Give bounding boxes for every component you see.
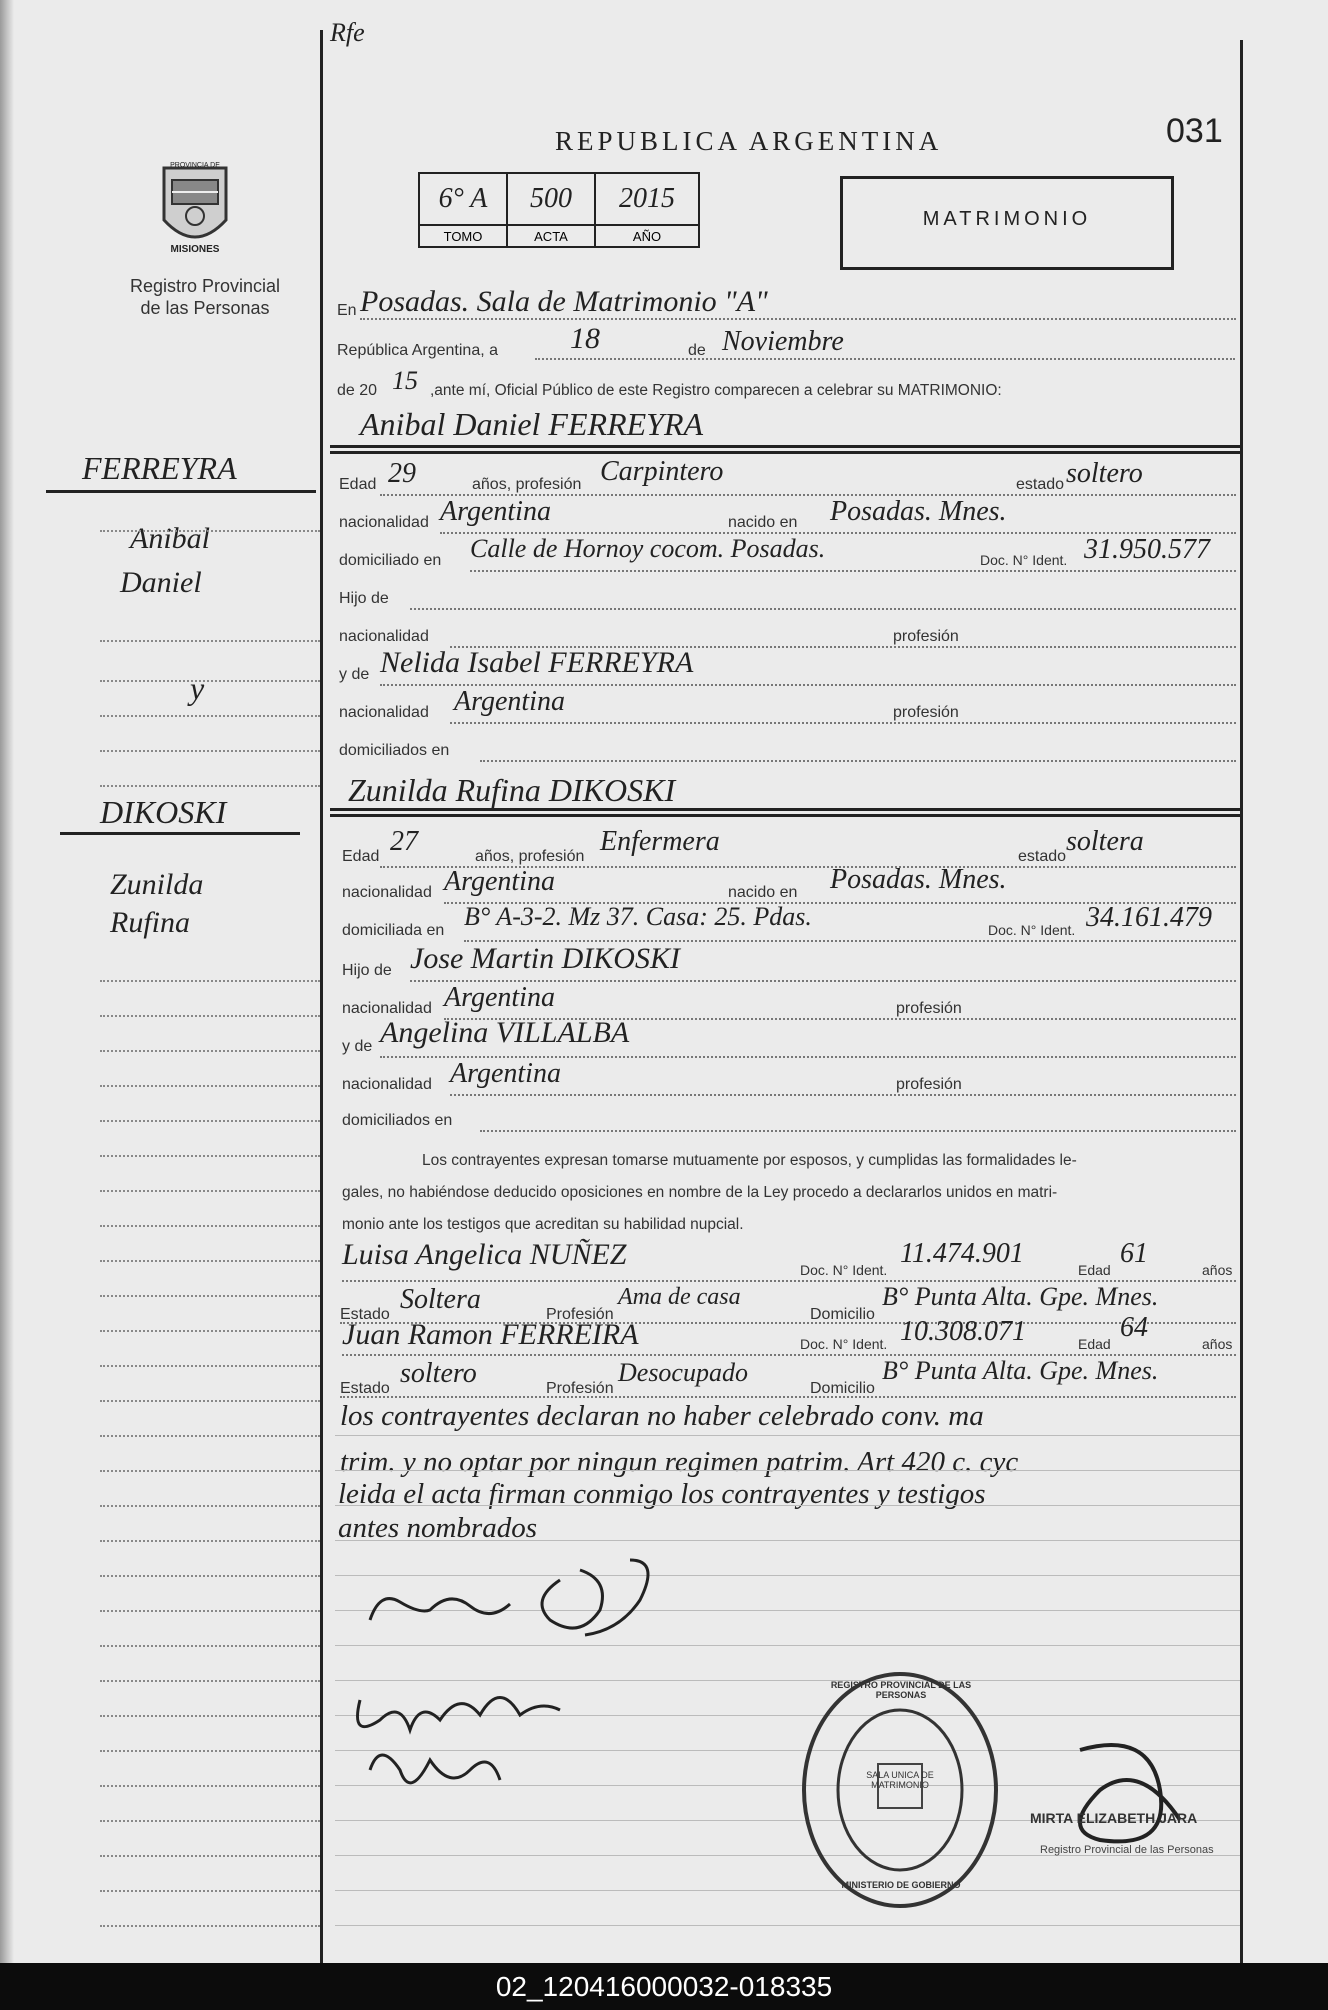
groom-nationality: Argentina (440, 496, 551, 527)
margin-dotline (100, 1610, 320, 1612)
dotline (535, 358, 1235, 360)
declaration-line-3: monio ante los testigos que acreditan su habilidad nupcial. (342, 1216, 744, 1233)
witness2-name: Juan Ramon FERREIRA (342, 1318, 639, 1351)
margin-dotline (100, 1540, 320, 1542)
margin-given-1a: Anibal (130, 522, 210, 555)
witness2-dom-label: Domicilio (810, 1380, 875, 1397)
year-suffix: 15 (392, 366, 418, 395)
margin-dotline (100, 1260, 320, 1262)
ruled-line (335, 1890, 1240, 1891)
dotline (360, 318, 1236, 320)
margin-divider (320, 30, 323, 1963)
notes-line-3: leida el acta firman conmigo los contrayentes y testigos (338, 1478, 986, 1510)
bride-address: B° A-3-2. Mz 37. Casa: 25. Pdas. (464, 902, 812, 931)
margin-dotline (100, 1085, 320, 1087)
province-seal (156, 158, 234, 258)
page-number: 031 (1166, 112, 1223, 150)
witness1-status: Soltera (400, 1284, 481, 1315)
groom-fprof-label: profesión (893, 628, 959, 645)
margin-dotline (100, 1855, 320, 1857)
groom-dom-label: domiciliado en (339, 552, 442, 569)
hrule (330, 445, 1240, 448)
margin-dotline (100, 1400, 320, 1402)
groom-nac-label: nacionalidad (339, 514, 429, 531)
seal-text-bottom: MISIONES (170, 244, 220, 255)
bride-mother-nationality: Argentina (450, 1058, 561, 1089)
top-initials: Rfe (330, 18, 365, 47)
bride-nacido-label: nacido en (728, 884, 798, 901)
groom-name: Anibal Daniel FERREYRA (360, 406, 704, 442)
act-type-label: MATRIMONIO (922, 208, 1092, 230)
dotline (410, 608, 1236, 610)
ruled-line (335, 1925, 1240, 1926)
bride-status: soltera (1066, 826, 1144, 857)
witness1-prof-label: Profesión (546, 1306, 614, 1323)
margin-rule (46, 490, 316, 493)
anio-value: 2015 (595, 173, 699, 225)
groom-doc-label: Doc. N° Ident. (980, 552, 1068, 568)
official-seal-bottom-text: MINISTERIO DE GOBIERNO (841, 1880, 961, 1890)
official-seal (800, 1670, 1000, 1910)
groom-profesion-label: años, profesión (472, 476, 582, 493)
groom-address: Calle de Hornoy cocom. Posadas. (470, 534, 826, 563)
margin-dotline (100, 1120, 320, 1122)
acta-value: 500 (507, 173, 595, 225)
bride-dom-label: domiciliada en (342, 922, 445, 939)
bride-birthplace: Posadas. Mnes. (830, 864, 1007, 895)
witness1-doc: 11.474.901 (900, 1238, 1024, 1269)
margin-dotline (100, 1225, 320, 1227)
bride-doc: 34.161.479 (1086, 902, 1212, 933)
right-border (1240, 40, 1243, 1963)
ruled-line (335, 1505, 1240, 1506)
margin-surname-1: FERREYRA (82, 450, 237, 486)
margin-conjunction: y (190, 670, 205, 706)
tomo-value: 6° A (419, 173, 507, 225)
witness2-prof-label: Profesión (546, 1380, 614, 1397)
bride-father: Jose Martin DIKOSKI (410, 942, 680, 975)
notes-line-4: antes nombrados (338, 1512, 537, 1544)
bride-nac-label: nacionalidad (342, 884, 432, 901)
margin-given-2b: Rufina (110, 906, 190, 939)
seal-text-top: PROVINCIA DE (170, 162, 220, 169)
officer-title: Registro Provincial de las Personas (1040, 1844, 1214, 1856)
bride-hijo-label: Hijo de (342, 962, 392, 979)
year-prefix: de 20 (337, 382, 378, 399)
groom-mother-nationality: Argentina (454, 686, 565, 717)
ruled-line (335, 1435, 1240, 1436)
country-title: REPUBLICA ARGENTINA (555, 126, 943, 156)
dotline (340, 1396, 1236, 1398)
bride-estado-label: estado (1018, 848, 1067, 865)
margin-dotline (100, 1505, 320, 1507)
witness2-anios-label: años (1202, 1336, 1233, 1352)
groom-profession: Carpintero (600, 456, 724, 487)
margin-dotline (100, 1890, 320, 1892)
declaration-line-2: gales, no habiéndose deducido oposiciones en nombre de la Ley procedo a declararlos unidos en matri- (342, 1184, 1058, 1201)
witness2-doc-label: Doc. N° Ident. (800, 1336, 888, 1352)
en-label: En (337, 302, 357, 319)
margin-dotline (100, 680, 320, 682)
witness1-doc-label: Doc. N° Ident. (800, 1262, 888, 1278)
witness1-estado-label: Estado (340, 1306, 390, 1323)
hrule (330, 808, 1240, 811)
bride-profession: Enfermera (600, 826, 720, 857)
margin-dotline (100, 1820, 320, 1822)
dotline (470, 570, 1236, 572)
registry-label-1: Registro Provincial (129, 276, 281, 296)
groom-fnac-label: nacionalidad (339, 628, 429, 645)
groom-edad-label: Edad (339, 476, 377, 493)
groom-mnac-label: nacionalidad (339, 704, 429, 721)
bride-mprof-label: profesión (896, 1076, 962, 1093)
bride-mother: Angelina VILLALBA (380, 1016, 630, 1049)
signature-witness (340, 1660, 680, 1845)
bride-nationality: Argentina (444, 866, 555, 897)
margin-dotline (100, 1715, 320, 1717)
bride-name: Zunilda Rufina DIKOSKI (348, 772, 676, 808)
margin-dotline (100, 1925, 320, 1927)
margin-dotline (100, 980, 320, 982)
margin-dotline (100, 715, 320, 717)
margin-dotline (100, 1750, 320, 1752)
intro-text: ,ante mí, Oficial Público de este Registro comparecen a celebrar su MATRIMONIO: (430, 382, 1002, 399)
dotline (450, 1094, 1236, 1096)
notes-line-1: los contrayentes declaran no haber celebrado conv. ma (340, 1400, 984, 1432)
margin-dotline (100, 1015, 320, 1017)
margin-dotline (100, 1680, 320, 1682)
tomo-label: TOMO (419, 225, 507, 247)
margin-dotline (100, 1645, 320, 1647)
bride-age: 27 (390, 826, 418, 857)
bride-profesion-label: años, profesión (475, 848, 585, 865)
margin-dotline (100, 750, 320, 752)
margin-given-1b: Daniel (120, 566, 202, 599)
margin-dotline (100, 1435, 320, 1437)
groom-yde-label: y de (339, 666, 370, 683)
signature-groom (360, 1540, 680, 1655)
place-value: Posadas. Sala de Matrimonio "A" (360, 285, 768, 318)
republica-label: República Argentina, a (337, 342, 498, 359)
ruled-line (335, 1470, 1240, 1471)
witness2-address: B° Punta Alta. Gpe. Mnes. (882, 1356, 1159, 1385)
declaration-line-1: Los contrayentes expresan tomarse mutuamente por esposos, y cumplidas las formalidades le- (422, 1152, 1077, 1169)
bride-doc-label: Doc. N° Ident. (988, 922, 1076, 938)
margin-dotline (100, 1785, 320, 1787)
page-edge-shadow (0, 0, 14, 1963)
groom-doc: 31.950.577 (1084, 534, 1210, 565)
dotline (480, 1130, 1236, 1132)
margin-dotline (100, 1330, 320, 1332)
margin-dotline (100, 1575, 320, 1577)
witness1-edad-label: Edad (1078, 1262, 1111, 1278)
dotline (450, 722, 1236, 724)
groom-age: 29 (388, 458, 416, 489)
groom-mprof-label: profesión (893, 704, 959, 721)
official-seal-outer-text: REGISTRO PROVINCIAL DE LAS PERSONAS (830, 1680, 972, 1700)
registry-label-2: de las Personas (140, 298, 270, 318)
bride-mnac-label: nacionalidad (342, 1076, 432, 1093)
groom-birthplace: Posadas. Mnes. (830, 496, 1007, 527)
margin-dotline (100, 640, 320, 642)
margin-dotline (100, 785, 320, 787)
tomo-acta-table (418, 172, 700, 248)
witness1-profession: Ama de casa (618, 1284, 741, 1310)
dotline (480, 760, 1236, 762)
witness1-dom-label: Domicilio (810, 1306, 875, 1323)
bride-edad-label: Edad (342, 848, 380, 865)
day-value: 18 (570, 322, 600, 355)
margin-dotline (100, 1190, 320, 1192)
hrule (330, 814, 1240, 817)
bride-doms-label: domiciliados en (342, 1112, 453, 1129)
officer-name: MIRTA ELIZABETH JARA (1030, 1810, 1198, 1826)
witness2-estado-label: Estado (340, 1380, 390, 1397)
witness2-status: soltero (400, 1358, 477, 1389)
groom-status: soltero (1066, 458, 1143, 489)
margin-dotline (100, 530, 320, 532)
margin-dotline (100, 1365, 320, 1367)
groom-estado-label: estado (1016, 476, 1065, 493)
bride-fprof-label: profesión (896, 1000, 962, 1017)
witness1-age: 61 (1120, 1238, 1148, 1269)
bride-father-nationality: Argentina (444, 982, 555, 1013)
witness2-profession: Desocupado (618, 1358, 748, 1387)
groom-hijo-label: Hijo de (339, 590, 389, 607)
witness1-anios-label: años (1202, 1262, 1233, 1278)
acta-label: ACTA (507, 225, 595, 247)
anio-label: AÑO (595, 225, 699, 247)
official-seal-inner-text: SALA UNICA DE MATRIMONIO (866, 1770, 934, 1790)
margin-rule (60, 832, 300, 835)
witness2-edad-label: Edad (1078, 1336, 1111, 1352)
margin-given-2a: Zunilda (110, 868, 204, 901)
image-id-footer: 02_120416000032-018335 (0, 1963, 1328, 2010)
witness2-doc: 10.308.071 (900, 1316, 1026, 1347)
witness1-address: B° Punta Alta. Gpe. Mnes. (882, 1282, 1159, 1311)
notes-line-2: trim. y no optar por ningun regimen patrim. Art 420 c. cyc (340, 1446, 1019, 1478)
margin-dotline (100, 1050, 320, 1052)
groom-nacido-label: nacido en (728, 514, 798, 531)
margin-surname-2: DIKOSKI (100, 794, 227, 830)
groom-doms-label: domiciliados en (339, 742, 450, 759)
bride-fnac-label: nacionalidad (342, 1000, 432, 1017)
month-value: Noviembre (722, 326, 844, 357)
de-label: de (688, 342, 706, 359)
margin-dotline (100, 1470, 320, 1472)
margin-dotline (100, 1155, 320, 1157)
witness1-name: Luisa Angelica NUÑEZ (342, 1238, 627, 1271)
margin-dotline (100, 1295, 320, 1297)
witness2-age: 64 (1120, 1312, 1148, 1343)
hrule (330, 451, 1240, 454)
bride-yde-label: y de (342, 1038, 373, 1055)
groom-mother: Nelida Isabel FERREYRA (380, 646, 694, 679)
